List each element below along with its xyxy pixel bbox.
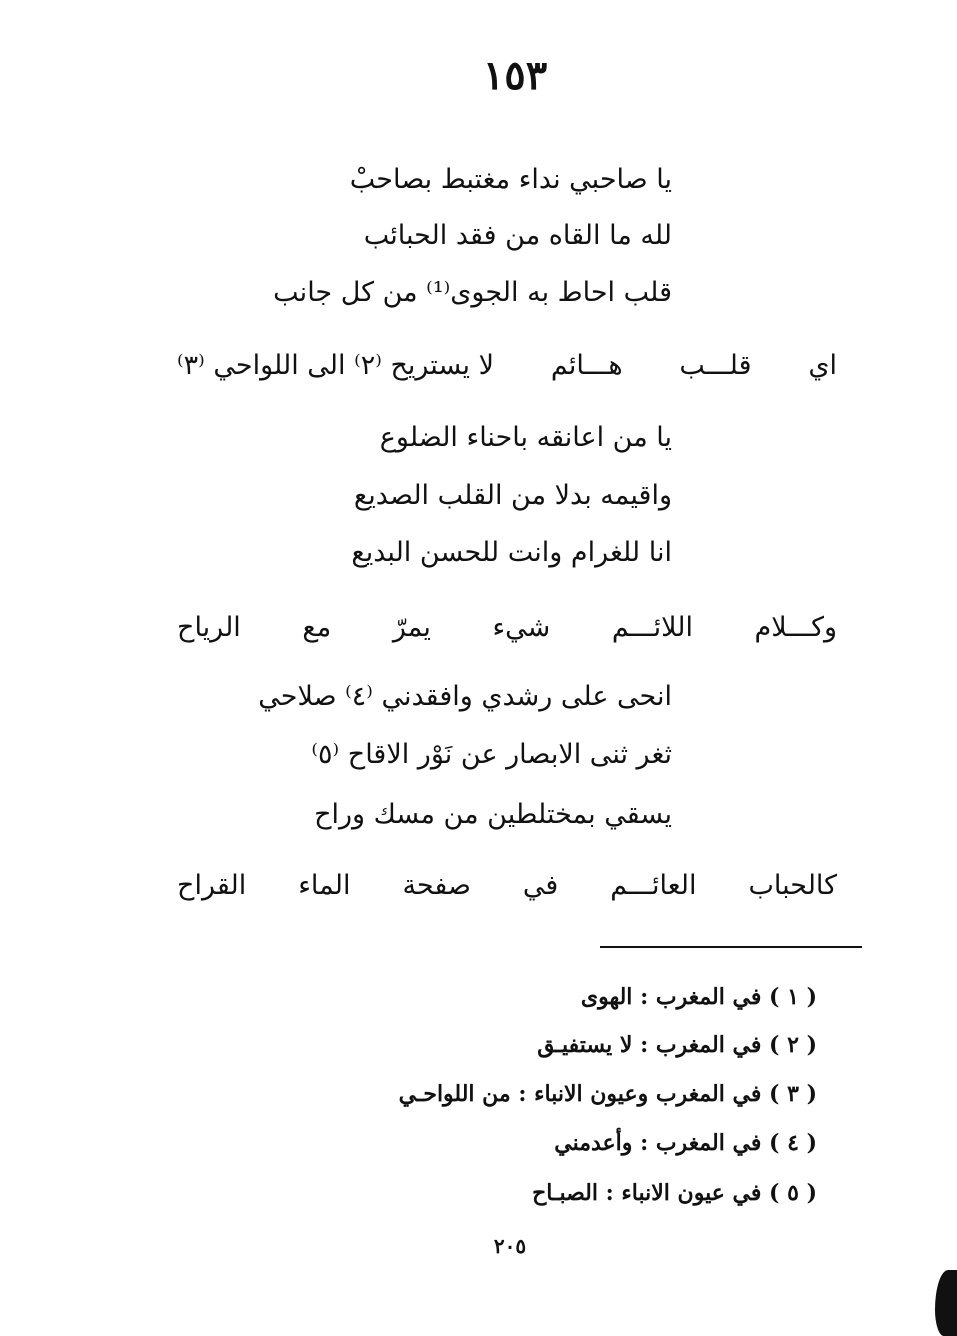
- refrain-word: اي: [808, 350, 837, 381]
- verse-line: انحى على رشدي وافقدني ⁽٤⁾ صلاحي: [258, 681, 672, 712]
- refrain-word: شيء: [492, 612, 551, 643]
- refrain-line: [177, 864, 837, 908]
- verse-line: قلب احاط به الجوى⁽¹⁾ من كل جانب: [273, 277, 672, 308]
- refrain-word: صفحة: [402, 870, 471, 901]
- refrain-line: [177, 344, 837, 388]
- refrain-line: [177, 606, 837, 650]
- refrain-word: هـــائم: [550, 350, 623, 381]
- footnote: ( ١ ) في المغرب : الهوى: [580, 984, 817, 1010]
- refrain-word: وكـــلام: [754, 612, 837, 643]
- refrain-word: العائـــم: [610, 870, 697, 901]
- refrain-word: يمرّ: [392, 612, 431, 643]
- refrain-word: الرياح: [177, 612, 241, 643]
- poem-number: ١٥٣: [482, 52, 548, 99]
- refrain-word: اللائـــم: [611, 612, 693, 643]
- verse-line: ثغر ثنى الابصار عن نَوْر الاقاح ⁽٥⁾: [311, 739, 672, 770]
- refrain-word: كالحباب: [748, 870, 837, 901]
- verse-line: يا من اعانقه باحناء الضلوع: [379, 422, 672, 453]
- footnote: ( ٢ ) في المغرب : لا يستفيـق: [537, 1032, 817, 1058]
- refrain-word: مع: [302, 612, 332, 643]
- footnote: ( ٣ ) في المغرب وعيون الانباء : من اللواحـي: [398, 1081, 817, 1107]
- refrain-word: قلـــب: [679, 350, 752, 381]
- refrain-word: القراح: [177, 870, 247, 901]
- scan-edge-mark: [935, 1270, 957, 1336]
- refrain-word: الماء: [298, 870, 351, 901]
- verse-line: لله ما القاه من فقد الحبائب: [363, 220, 672, 251]
- footnote-divider: [600, 946, 862, 948]
- verse-line: يا صاحبي نداء مغتبط بصاحبْ: [349, 164, 672, 195]
- footnote: ( ٤ ) في المغرب : وأعدمني: [554, 1130, 817, 1156]
- refrain-word: لا يستريح ⁽٢⁾ الى اللواحي ⁽٣⁾: [177, 350, 495, 381]
- verse-line: يسقي بمختلطين من مسك وراح: [314, 799, 672, 830]
- verse-line: انا للغرام وانت للحسن البديع: [351, 537, 672, 568]
- page-number: ٢٠٥: [493, 1234, 527, 1258]
- footnote: ( ٥ ) في عيون الانباء : الصبـاح: [532, 1180, 817, 1206]
- verse-line: واقيمه بدلا من القلب الصديع: [353, 480, 672, 511]
- refrain-word: في: [522, 870, 559, 901]
